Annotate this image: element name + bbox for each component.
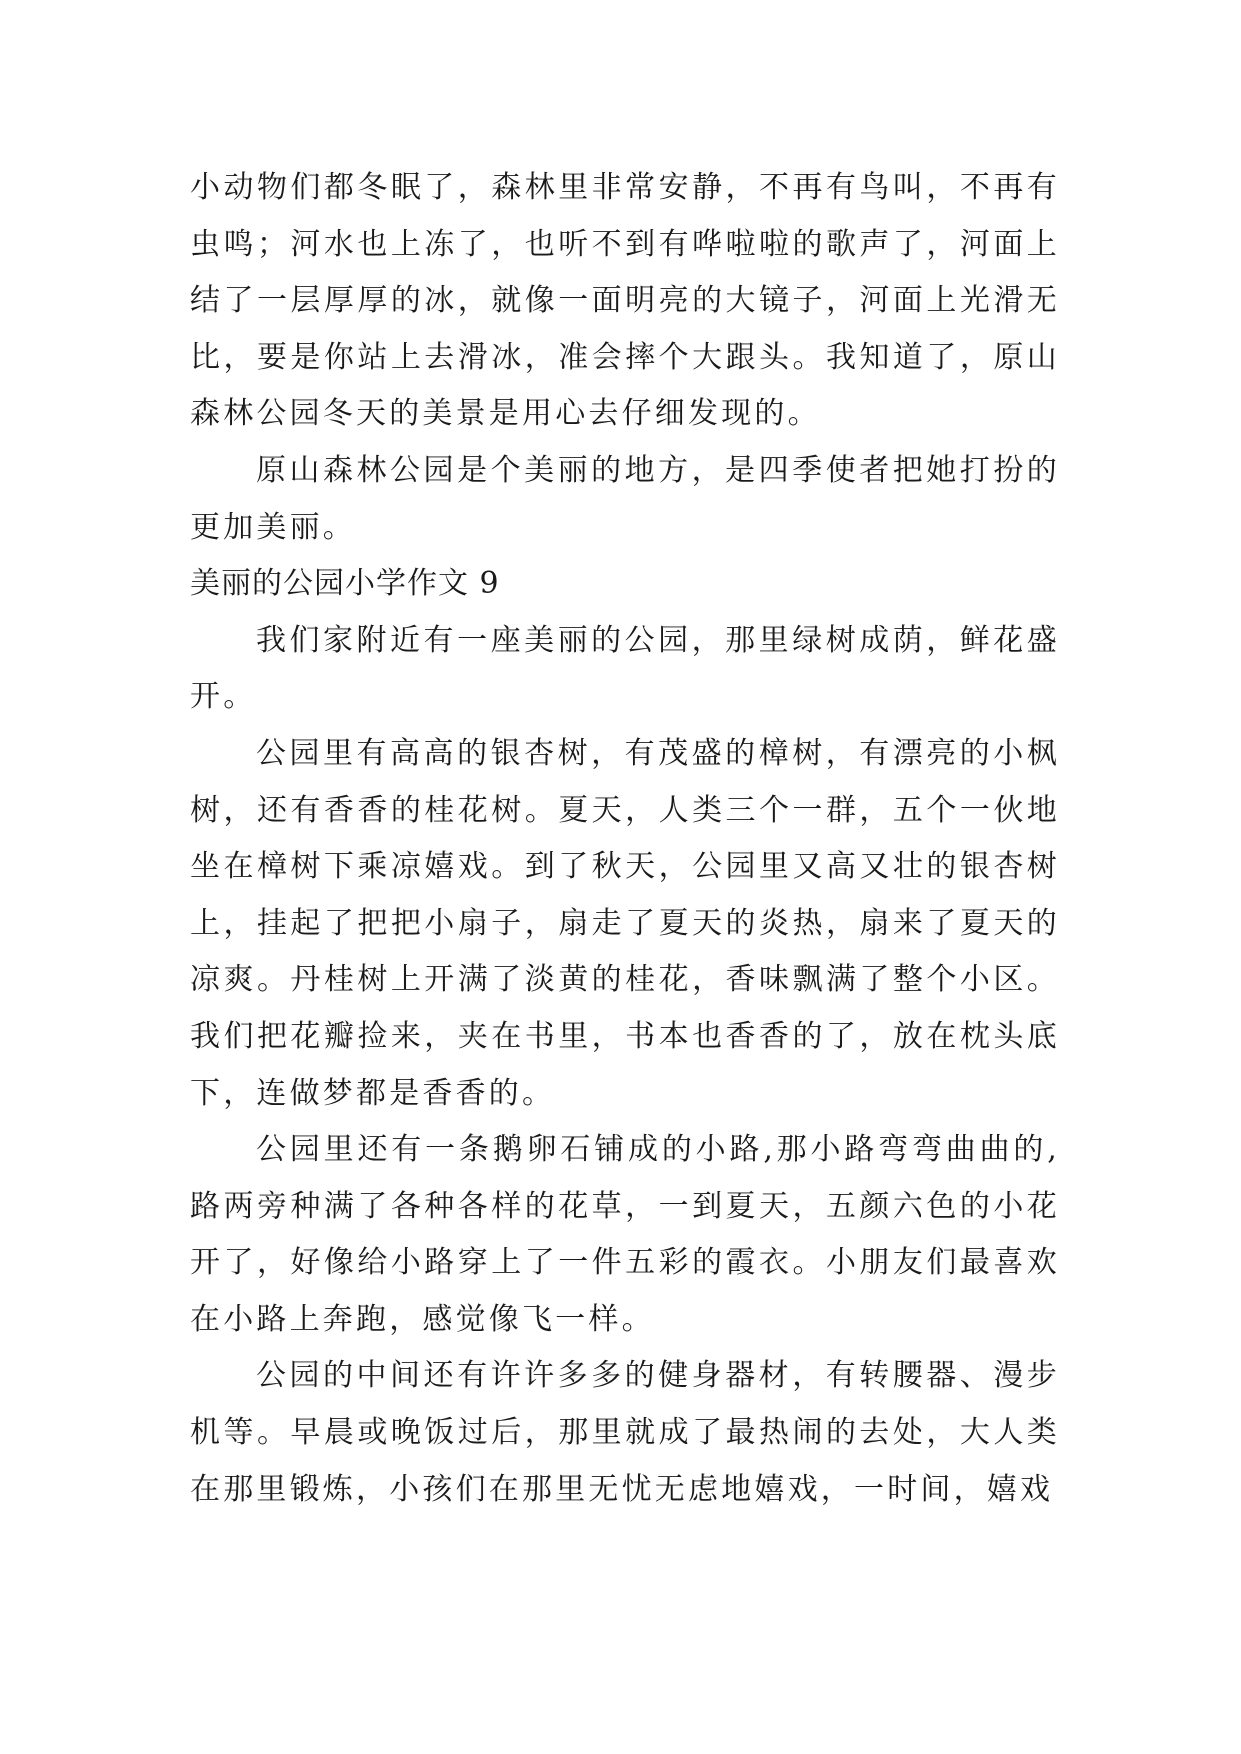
paragraph: 公园里还有一条鹅卵石铺成的小路,那小路弯弯曲曲的,路两旁种满了各种各样的花草，一到夏天，五颜六色的小花开了，好像给小路穿上了一件五彩的霞衣。小朋友们最喜欢在小路上奔跑，感觉像飞一样。 xyxy=(190,1132,1060,1337)
paragraph: 公园里有高高的银杏树，有茂盛的樟树，有漂亮的小枫树，还有香香的桂花树。夏天，人类三个一群，五个一伙地坐在樟树下乘凉嬉戏。到了秋天，公园里又高又壮的银杏树上，挂起了把把小扇子，扇走了夏天的炎热，扇来了夏天的凉爽。丹桂树上开满了淡黄的桂花，香味飘满了整个小区。我们把花瓣捡来，夹在书里，书本也香香的了，放在枕头底下，连做梦都是香香的。 xyxy=(190,735,1060,1111)
paragraph: 原山森林公园是个美丽的地方，是四季使者把她打扮的更加美丽。 xyxy=(190,452,1060,545)
paragraph: 公园的中间还有许许多多的健身器材，有转腰器、漫步机等。早晨或晚饭过后，那里就成了最热闹的去处，大人类在那里锻炼，小孩们在那里无忧无虑地嬉戏，一时间，嬉戏 xyxy=(190,1358,1060,1507)
document-body xyxy=(190,160,1060,1518)
essay-title: 美丽的公园小学作文 9 xyxy=(190,566,500,602)
paragraph: 我们家附近有一座美丽的公园，那里绿树成荫，鲜花盛开。 xyxy=(190,622,1060,715)
paragraph-continuation: 小动物们都冬眠了，森林里非常安静，不再有鸟叫，不再有虫鸣；河水也上冻了，也听不到有哗啦啦的歌声了，河面上结了一层厚厚的冰，就像一面明亮的大镜子，河面上光滑无比，要是你站上去滑冰，准会摔个大跟头。我知道了，原山森林公园冬天的美景是用心去仔细发现的。 xyxy=(190,170,1060,432)
